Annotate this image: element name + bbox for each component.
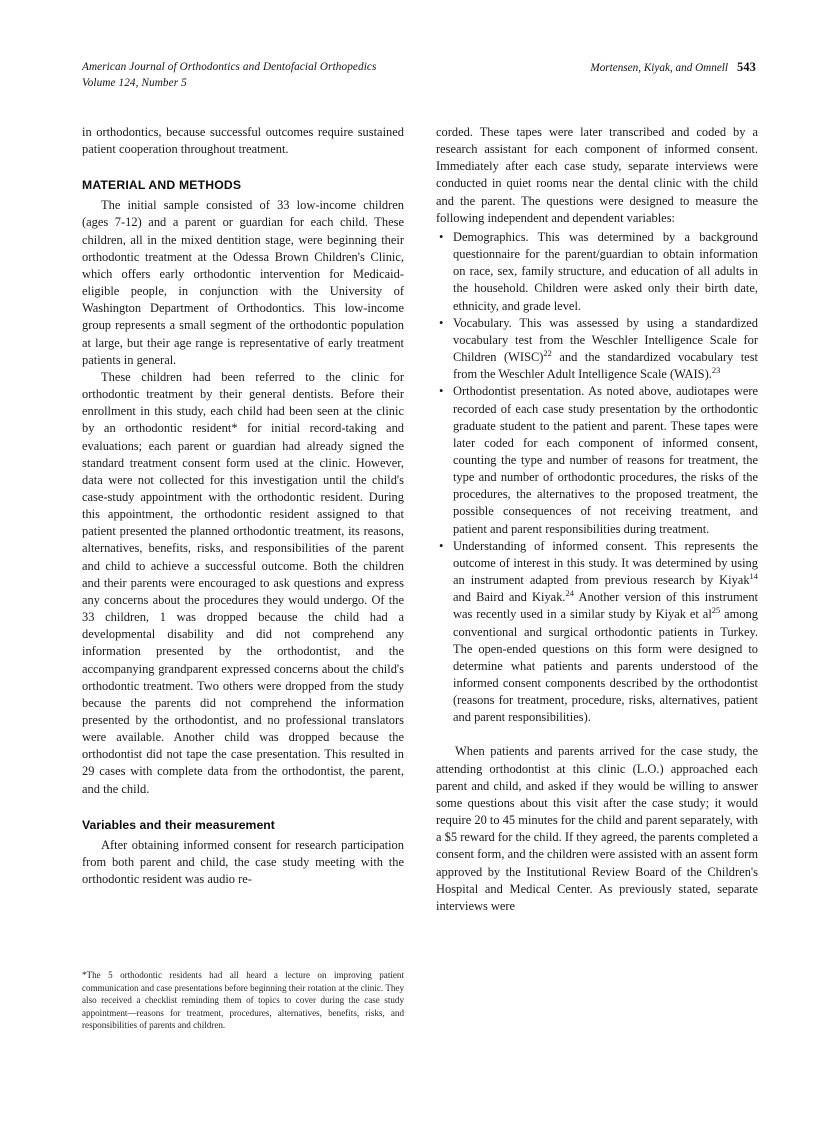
paragraph-procedure-final: When patients and parents arrived for the case study, the attending orthodontist at this clinic (L.O.) approached each parent and child, and asked if they would be willing to answer some questions about this visit after the case study; it would require 20 to 45 minutes for the child and parent separately, with a $5 reward for the child. If they agreed, the parents completed a consent form, and the children were assisted with an assent form approved by the Institutional Review Board of the Children's Hospital and Medical Center. As previously stated, separate interviews were: [436, 744, 758, 913]
footnote-reference-marker: *: [231, 421, 238, 436]
section-heading-material-and-methods: MATERIAL AND METHODS: [82, 178, 242, 193]
list-item: [436, 383, 758, 537]
citation-superscript-23: 23: [711, 365, 721, 376]
bullet-4-part2: and Baird and Kiyak.: [453, 590, 566, 605]
list-item: [436, 229, 758, 315]
bullet-4-part3: Another version of this instrument was recently used in a similar study by Kiyak et al: [453, 590, 758, 622]
journal-title-block: [82, 60, 376, 91]
footnote-body-text: The 5 orthodontic residents had all heard a lecture on improving patient communication and case presentations before beginning their rotation at the clinic. They also received a checklist reminding them of topics to cover during the case study appointment—reasons for treatment, procedures, alternatives, benefits, risks, and responsibilities of parents and children.: [82, 970, 404, 1030]
right-column: [436, 124, 758, 915]
body-columns: [82, 124, 758, 1064]
para2-text-part1: These children had been referred to the clinic for orthodontic treatment by their general dentists. Before their enrollment in this study, each child had been seen at the clinic by an orthodontic resident: [82, 369, 404, 436]
subsection-heading-variables: Variables and their measurement: [82, 817, 275, 832]
bullet-3-part1: Orthodontist presentation. As noted above, audiotapes were recorded of each case study presentation by the orthodontic graduate student to the patient and parent. These tapes were later coded for each component of informed consent, counting the type and number of reasons for treatment, the type and number of orthodontic procedures, the risks of the procedures, the alternatives to the proposed treatment, the possible consequences of not receiving treatment, and patient and parent responsibilities during treatment.: [453, 384, 758, 536]
journal-title: American Journal of Orthodontics and Dentofacial Orthopedics: [82, 61, 377, 73]
page-number: 543: [737, 60, 756, 74]
list-item: [436, 315, 758, 384]
running-head: [82, 60, 756, 91]
left-column: [82, 124, 405, 1030]
paragraph-variables-intro: After obtaining informed consent for research participation from both parent and child, the case study meeting with the orthodontic resident was audio re-: [82, 837, 404, 887]
footnote-marker: *: [82, 970, 87, 980]
running-head-right: [590, 60, 756, 77]
paragraph-sample-description: The initial sample consisted of 33 low-income children (ages 7-12) and a parent or guardian for each child. These children, all in the mixed dentition stage, were beginning their orthodontic treatment at the Odessa Brown Children's Clinic, which offers early orthodontic intervention for Medicaid-eligible people, in conjunction with the University of Washington Department of Orthodontics. This low-income group represents a small segment of the orthodontic population at large, but their age range is representative of early treatment patients in general.: [82, 198, 404, 367]
bullet-2-part1: Vocabulary. This was assessed by using a standardized vocabulary test from the Weschler Intelligence Scale for Children (WISC): [453, 315, 758, 365]
bullet-2-part2: and the standardized vocabulary test from the Weschler Adult Intelligence Scale (WAIS).: [453, 350, 758, 382]
citation-superscript-25: 25: [711, 605, 721, 616]
bullet-1-part1: Demographics. This was determined by a background questionnaire for the parent/guardian to obtain information on race, sex, family structure, and education of all adults in the household. Children were asked only their birth date, ethnicity, and grade level.: [453, 229, 758, 313]
paragraph-continued-left: in orthodontics, because successful outcomes require sustained patient cooperation throughout treatment.: [82, 125, 404, 157]
bullet-dot-icon: •: [439, 538, 444, 553]
bullet-dot-icon: •: [439, 229, 444, 244]
journal-volume-issue: Volume 124, Number 5: [82, 76, 187, 89]
footnote-block: [82, 969, 404, 1032]
bullet-dot-icon: •: [439, 315, 444, 330]
paragraph-referral-and-dropouts: [82, 369, 404, 798]
bullet-4-part4: among conventional and surgical orthodontic patients in Turkey. The open-ended questions on this form were designed to determine what patients and parents understood of the informed consent components described by the orthodontist (reasons for treatment, procedure, risks, alternatives, patient and parent responsibilities).: [453, 607, 758, 725]
bullet-4-part1: Understanding of informed consent. This represents the outcome of interest in this study. It was determined by using an instrument adapted from previous research by Kiyak: [453, 538, 758, 588]
bullet-dot-icon: •: [439, 384, 444, 399]
citation-superscript-14: 14: [749, 570, 758, 581]
citation-superscript-22: 22: [543, 347, 552, 358]
para2-text-part2: for initial record-taking and evaluations; each parent or guardian had already signed the standard treatment consent form used at the clinic. However, data were not collected for this investigation until the child's case-study appointment with the orthodontic resident. During this appointment, the orthodontic resident assigned to that patient presented the planned orthodontic treatment, its reasons, alternatives, benefits, risks, and responsibilities of the parent and child to achieve a successful outcome. Both the children and their parents were encouraged to ask questions and express any concerns about the procedures they would undergo. Of the 33 children, 1 was dropped because the child had a developmental disability and did not comprehend any information presented by the orthodontist, and the accompanying grandparent expressed concerns about the child's orthodontic treatment. Two others were dropped from the study because the parents did not comprehend the information presented by the orthodontist, and no professional translators were available. Another child was dropped because the orthodontist did not tape the case presentation. This resulted in 29 cases with complete data from the orthodontist, the parent, and the child.: [82, 421, 405, 796]
paragraph-continued-right: corded. These tapes were later transcribed and coded by a research assistant for each component of informed consent. Immediately after each case study, separate interviews were conducted in quiet rooms near the dental clinic with the child and the parent. The questions were designed to measure the following independent and dependent variables:: [436, 125, 758, 225]
variables-bullet-list: [436, 229, 758, 727]
footnote-paragraph: [82, 969, 404, 1032]
author-names: Mortensen, Kiyak, and Omnell: [590, 62, 729, 74]
list-item: [436, 538, 758, 727]
citation-superscript-24: 24: [565, 588, 574, 599]
